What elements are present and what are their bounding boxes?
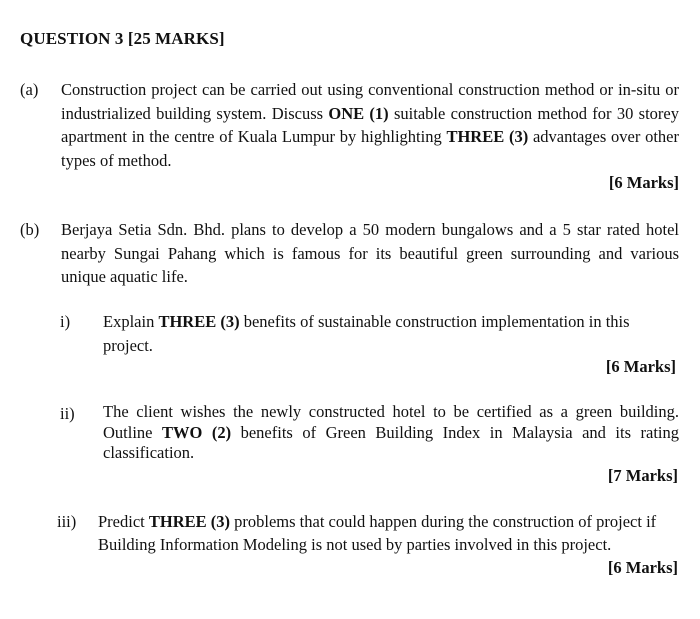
sub-ii-text-2: benefits of Green Building Index in Malaysia and its rating classification. xyxy=(103,422,679,462)
sub-ii-text-1: The client wishes the newly constructed hotel to be certified as a green building. Outline xyxy=(103,402,679,442)
part-a-text-2: suitable construction method for 30 storey apartment in the centre of Kuala Lumpur by highlighting xyxy=(61,103,679,146)
sub-iii-text-1: Predict xyxy=(98,512,149,531)
part-a-text-1: Construction project can be carried out using conventional construction method or in-situ or industrialized building system. Discuss xyxy=(61,80,679,123)
part-a-label: (a) xyxy=(20,80,39,99)
sub-i-marks: [6 Marks] xyxy=(605,357,676,376)
sub-ii-marks: [7 Marks] xyxy=(607,466,678,485)
sub-i-bold-1: THREE (3) xyxy=(158,312,240,331)
sub-i-text-2: benefits of sustainable construction implementation in this project. xyxy=(103,312,630,355)
part-a-bold-1: ONE (1) xyxy=(328,103,389,123)
sub-i-text xyxy=(103,310,673,357)
sub-ii-bold-1: TWO (2) xyxy=(162,422,232,442)
part-a-bold-2: THREE (3) xyxy=(446,127,529,146)
part-a-text xyxy=(61,78,679,172)
sub-iii-marks: [6 Marks] xyxy=(607,558,678,577)
sub-iii-bold-1: THREE (3) xyxy=(148,512,231,531)
sub-ii-label: ii) xyxy=(60,404,75,423)
part-a-marks: [6 Marks] xyxy=(608,173,679,192)
sub-iii-text xyxy=(98,510,680,556)
part-b-text: Berjaya Setia Sdn. Bhd. plans to develop a 50 modern bungalows and a 5 star rated hotel nearby Sungai Pahang which is famous for its beautiful green surrounding and various unique aquatic life. xyxy=(61,220,679,286)
sub-i-text-1: Explain xyxy=(103,312,159,331)
sub-ii-text xyxy=(103,402,679,464)
part-b-label: (b) xyxy=(20,220,40,239)
sub-iii-label: iii) xyxy=(57,512,77,531)
sub-i-label: i) xyxy=(60,312,71,331)
question-title: QUESTION 3 [25 MARKS] xyxy=(20,29,225,48)
sub-iii-text-2: problems that could happen during the construction of project if Building Information Modeling is not used by parties involved in this project. xyxy=(98,512,657,554)
part-a-text-3: advantages over other types of method. xyxy=(61,127,679,170)
